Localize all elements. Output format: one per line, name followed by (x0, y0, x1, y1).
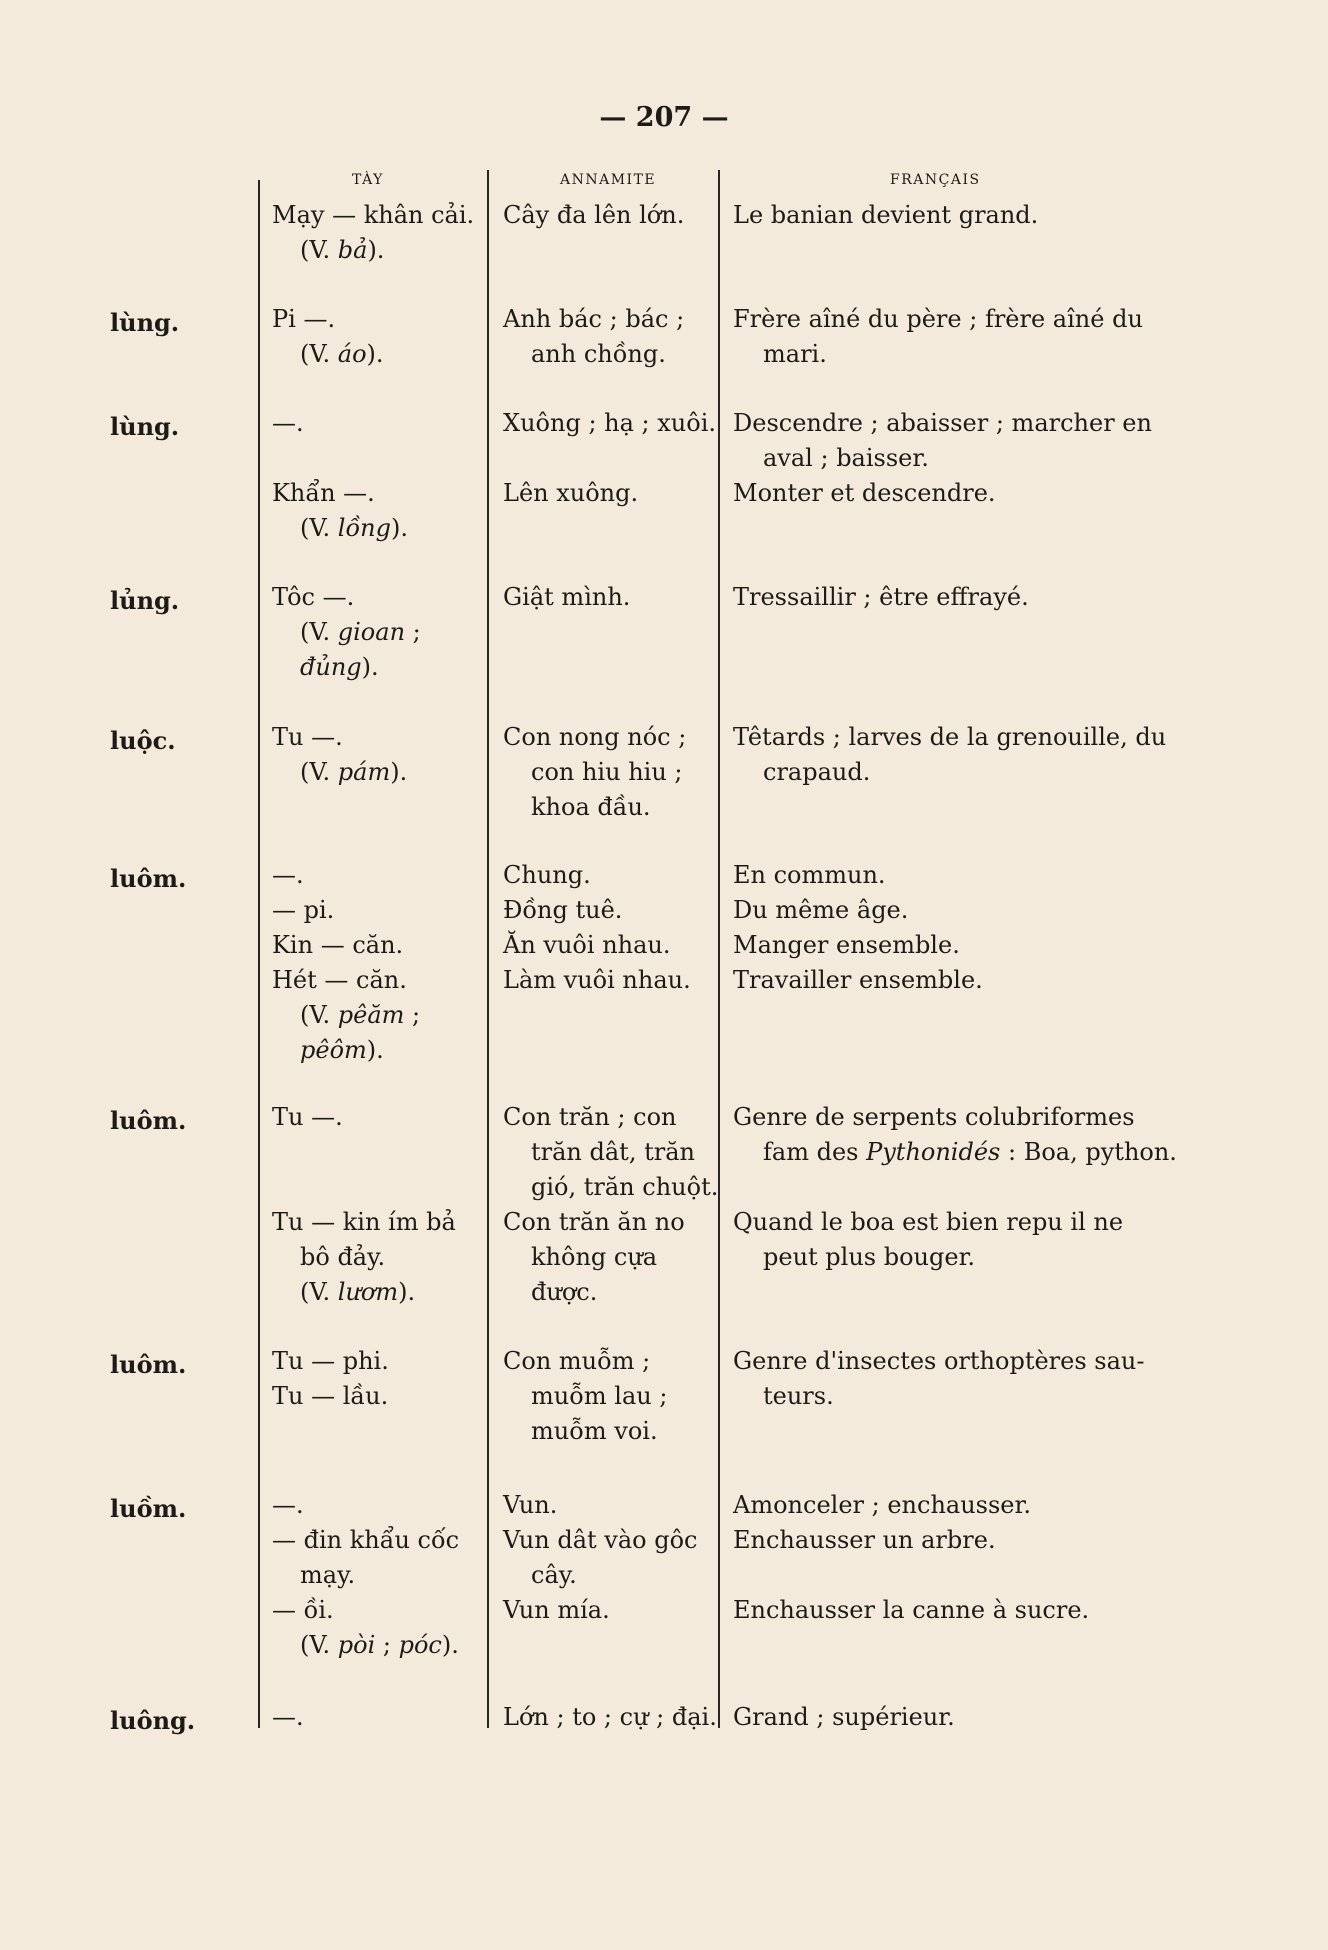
annamite-line: Cây đa lên lớn. (503, 201, 685, 229)
entry-francais (733, 1100, 1177, 1275)
francais-line: Quand le boa est bien repu il ne (733, 1208, 1124, 1236)
annamite-line: không cựa (531, 1243, 658, 1271)
annamite-line: Giật mình. (503, 583, 631, 611)
entry-francais (733, 580, 1029, 615)
entry-headword: luôm. (110, 1106, 187, 1135)
tay-line: (V. lươm). (300, 1278, 416, 1306)
tay-ref: pám (337, 758, 391, 786)
tay-line: —. (272, 409, 304, 437)
column-rule-right (718, 170, 720, 1728)
entry-annamite (503, 1344, 667, 1449)
francais-line: Genre d'insectes orthoptères sau- (733, 1347, 1145, 1375)
entry-francais (733, 302, 1143, 372)
annamite-line: Xuông ; hạ ; xuôi. (503, 409, 717, 437)
page-number: — 207 — (599, 102, 729, 133)
entry-tay (272, 1344, 389, 1414)
column-rule-middle (487, 170, 489, 1728)
annamite-line: Làm vuôi nhau. (503, 966, 691, 994)
entry-tay (272, 1100, 456, 1310)
entry-francais (733, 1488, 1089, 1628)
tay-line: (V. lồng). (300, 514, 408, 542)
entry-francais (733, 858, 983, 998)
francais-line: Descendre ; abaisser ; marcher en (733, 409, 1152, 437)
francais-line: Le banian devient grand. (733, 201, 1039, 229)
francais-line: Enchausser la canne à sucre. (733, 1596, 1090, 1624)
annamite-line: Đồng tuê. (503, 896, 623, 924)
tay-ref: lồng (337, 514, 391, 542)
entry-francais (733, 720, 1166, 790)
francais-line: Grand ; supérieur. (733, 1703, 955, 1731)
tay-line: pêôm). (300, 1036, 384, 1064)
entry-headword: lùng. (110, 412, 180, 441)
entry-annamite (503, 302, 684, 372)
tay-line: Mạy — khân cải. (272, 201, 475, 229)
francais-line: Frère aîné du père ; frère aîné du (733, 305, 1143, 333)
tay-line: đủng). (300, 653, 379, 681)
tay-line: Tu —. (272, 723, 343, 751)
francais-line: Travailler ensemble. (733, 966, 983, 994)
entry-annamite (503, 858, 691, 998)
tay-line: — đin khẩu cốc (272, 1526, 460, 1554)
francais-line: aval ; baisser. (763, 444, 929, 472)
column-rule-left (258, 180, 260, 1728)
entry-tay (272, 1700, 304, 1735)
francais-line: Têtards ; larves de la grenouille, du (733, 723, 1167, 751)
entry-francais (733, 406, 1152, 511)
tay-line: —. (272, 1703, 304, 1731)
entry-annamite (503, 198, 684, 233)
annamite-line: Ăn vuôi nhau. (503, 931, 671, 959)
francais-line: Amonceler ; enchausser. (733, 1491, 1031, 1519)
francais-line: fam des Pythonidés : Boa, python. (763, 1138, 1177, 1166)
francais-line: En commun. (733, 861, 886, 889)
tay-line: Tu — kin ím bả (272, 1208, 456, 1236)
francais-line: Tressaillir ; être effrayé. (733, 583, 1029, 611)
annamite-line: Vun. (503, 1491, 558, 1519)
annamite-line: con hiu hiu ; (531, 758, 683, 786)
entry-francais (733, 198, 1038, 233)
tay-line: (V. bả). (300, 236, 385, 264)
tay-line: bô đảy. (300, 1243, 386, 1271)
annamite-line: trăn dât, trăn (531, 1138, 695, 1166)
entry-tay (272, 720, 407, 790)
tay-line: Hét — căn. (272, 966, 407, 994)
tay-line: — pi. (272, 896, 335, 924)
entry-annamite (503, 580, 630, 615)
entry-tay (272, 1488, 459, 1663)
annamite-line: Vun mía. (503, 1596, 610, 1624)
annamite-line: muỗm lau ; (531, 1382, 668, 1410)
tay-line: Tôc —. (272, 583, 355, 611)
column-header-tay: TÀY (352, 172, 384, 188)
tay-ref: áo (337, 340, 367, 368)
entry-tay (272, 198, 474, 268)
francais-line: Manger ensemble. (733, 931, 960, 959)
tay-line: (V. pám). (300, 758, 408, 786)
entry-headword: luông. (110, 1706, 196, 1735)
entry-tay (272, 302, 384, 372)
entry-annamite (503, 406, 716, 511)
annamite-line: Con trăn ; con (503, 1103, 677, 1131)
annamite-line: Lên xuông. (503, 479, 639, 507)
tay-line: Tu —. (272, 1103, 343, 1131)
francais-line: Enchausser un arbre. (733, 1526, 996, 1554)
annamite-line: khoa đầu. (531, 793, 651, 821)
annamite-line: Vun dât vào gôc (503, 1526, 698, 1554)
annamite-line: anh chồng. (531, 340, 666, 368)
entry-headword: luồm. (110, 1494, 187, 1523)
tay-line: —. (272, 1491, 304, 1519)
tay-ref: póc (398, 1631, 442, 1659)
annamite-line: Con nong nóc ; (503, 723, 687, 751)
entry-headword: luôm. (110, 1350, 187, 1379)
tay-ref: đủng (300, 653, 362, 681)
annamite-line: Anh bác ; bác ; (503, 305, 685, 333)
francais-line: crapaud. (763, 758, 871, 786)
annamite-line: Con trăn ăn no (503, 1208, 685, 1236)
tay-line: (V. gioan ; (300, 618, 421, 646)
francais-line: mari. (763, 340, 827, 368)
entry-headword: lùng. (110, 308, 180, 337)
entry-francais (733, 1344, 1144, 1414)
entry-annamite (503, 1700, 717, 1735)
annamite-line: Chung. (503, 861, 591, 889)
annamite-line: Lớn ; to ; cự ; đại. (503, 1703, 717, 1731)
tay-line: (V. áo). (300, 340, 384, 368)
column-header-francais: FRANÇAIS (890, 172, 981, 188)
entry-tay (272, 406, 408, 546)
tay-line: Pi —. (272, 305, 336, 333)
tay-line: (V. pòi ; póc). (300, 1631, 459, 1659)
entry-annamite (503, 1100, 718, 1310)
entry-headword: luộc. (110, 726, 176, 755)
entry-headword: luôm. (110, 864, 187, 893)
annamite-line: muỗm voi. (531, 1417, 658, 1445)
annamite-line: gió, trăn chuột. (531, 1173, 719, 1201)
tay-line: Tu — phi. (272, 1347, 389, 1375)
tay-line: Kin — căn. (272, 931, 404, 959)
tay-ref: lươm (337, 1278, 399, 1306)
annamite-line: Con muỗm ; (503, 1347, 651, 1375)
tay-ref: pêăm (337, 1001, 405, 1029)
francais-line: teurs. (763, 1382, 834, 1410)
tay-line: Tu — lầu. (272, 1382, 389, 1410)
tay-ref: bả (337, 236, 368, 264)
annamite-line: được. (531, 1278, 598, 1306)
francais-line: Monter et descendre. (733, 479, 996, 507)
column-header-annamite: ANNAMITE (560, 172, 657, 188)
entry-tay (272, 580, 421, 685)
tay-line: Khẩn —. (272, 479, 375, 507)
francais-line: peut plus bouger. (763, 1243, 976, 1271)
francais-line: Genre de serpents colubriformes (733, 1103, 1135, 1131)
tay-line: — ồi. (272, 1596, 334, 1624)
tay-line: —. (272, 861, 304, 889)
tay-ref: gioan (337, 618, 406, 646)
annamite-line: cây. (531, 1561, 577, 1589)
tay-line: mạy. (300, 1561, 356, 1589)
tay-line: (V. pêăm ; (300, 1001, 421, 1029)
francais-line: Du même âge. (733, 896, 909, 924)
entry-annamite (503, 1488, 697, 1628)
entry-tay (272, 858, 420, 1068)
taxon-name: Pythonidés (866, 1138, 1001, 1166)
tay-ref: pòi (337, 1631, 376, 1659)
tay-ref: pêôm (300, 1036, 367, 1064)
entry-annamite (503, 720, 686, 825)
entry-francais (733, 1700, 955, 1735)
entry-headword: lủng. (110, 586, 180, 615)
